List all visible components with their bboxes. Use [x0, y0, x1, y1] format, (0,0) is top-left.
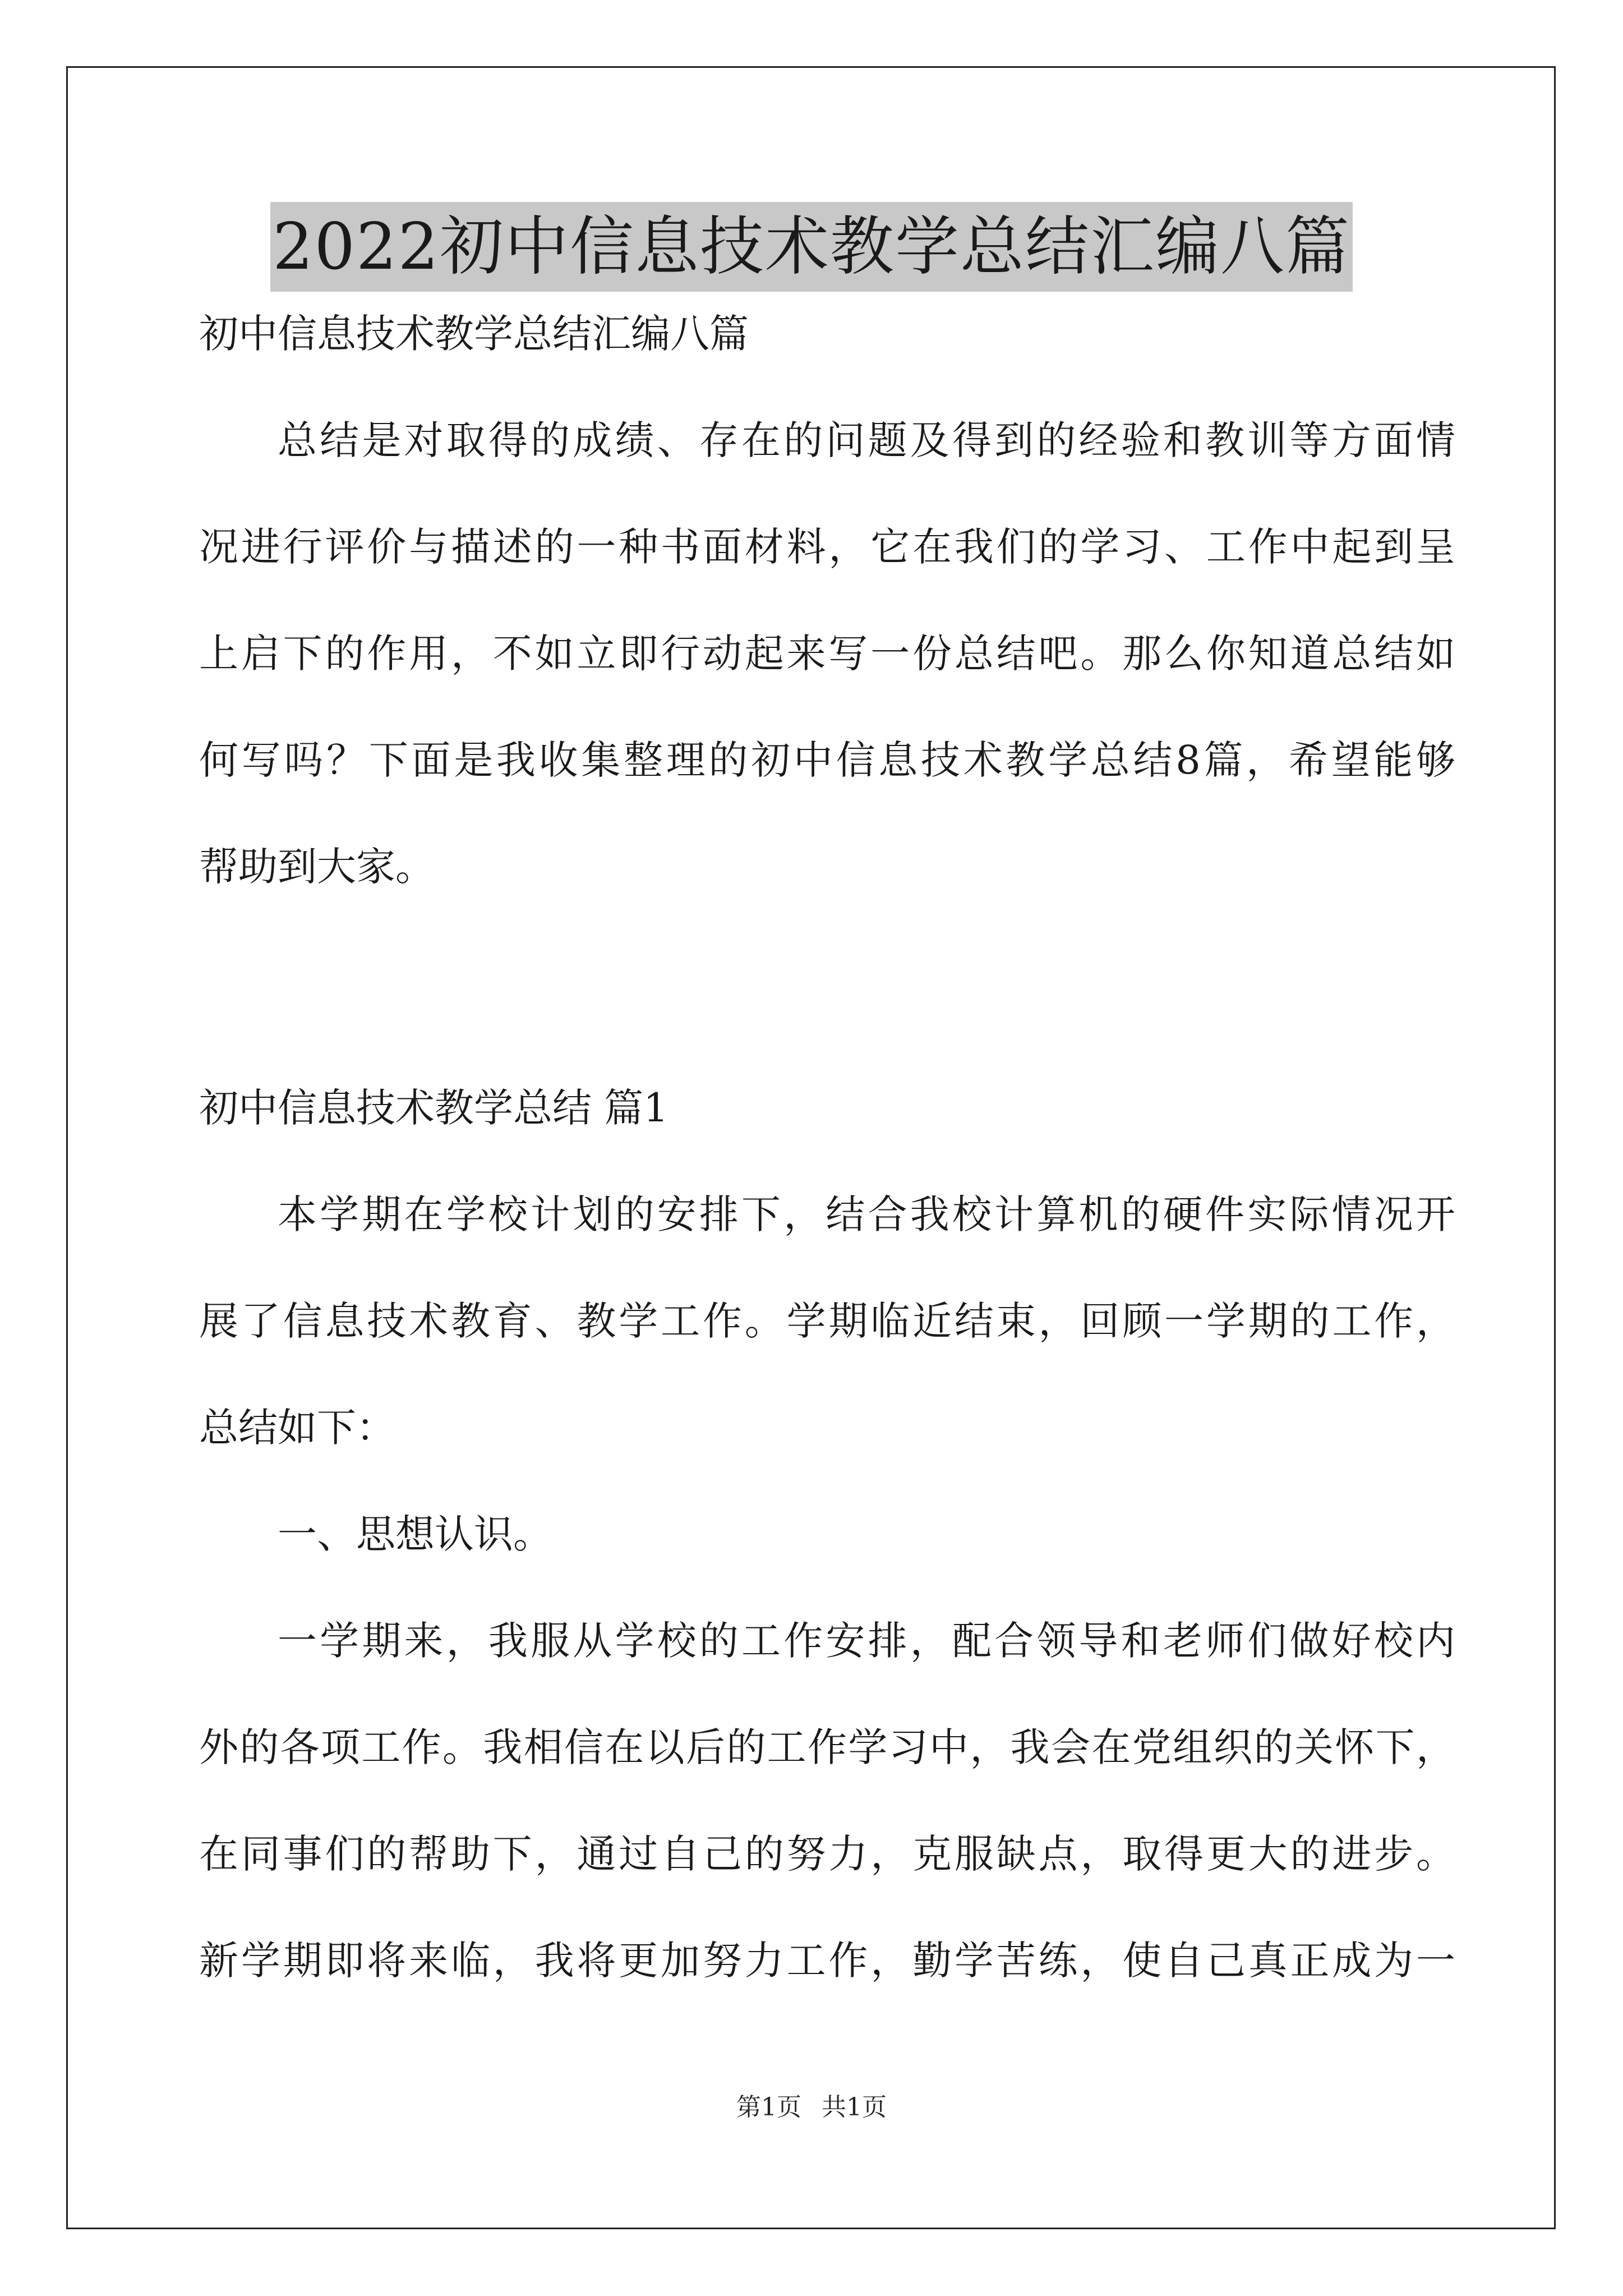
document-title	[0, 202, 1623, 292]
paragraph-line: 新学期即将来临，我将更加努力工作，勤学苦练，使自己真正成为一	[199, 1938, 1455, 1984]
intro-line: 上启下的作用，不如立即行动起来写一份总结吧。那么你知道总结如	[199, 631, 1455, 677]
intro-line: 何写吗？下面是我收集整理的初中信息技术教学总结8篇，希望能够	[199, 737, 1455, 783]
section-heading: 初中信息技术教学总结 篇1	[199, 1085, 668, 1131]
page-total: 共1页	[822, 2093, 887, 2122]
subheading: 一、思想认识。	[278, 1511, 552, 1557]
document-title-text: 2022初中信息技术教学总结汇编八篇	[270, 202, 1353, 292]
paragraph-line: 总结如下：	[199, 1405, 395, 1451]
paragraph-line: 本学期在学校计划的安排下，结合我校计算机的硬件实际情况开	[278, 1191, 1455, 1237]
page-border	[66, 66, 1556, 2229]
intro-line: 况进行评价与描述的一种书面材料，它在我们的学习、工作中起到呈	[199, 524, 1455, 570]
paragraph-line: 展了信息技术教育、教学工作。学期临近结束，回顾一学期的工作，	[199, 1298, 1455, 1344]
page-number: 第1页	[736, 2093, 801, 2122]
paragraph-line: 在同事们的帮助下，通过自己的努力，克服缺点，取得更大的进步。	[199, 1831, 1455, 1877]
subtitle: 初中信息技术教学总结汇编八篇	[199, 311, 749, 357]
intro-line: 总结是对取得的成绩、存在的问题及得到的经验和教训等方面情	[278, 417, 1455, 463]
page-footer	[0, 2087, 1623, 2123]
paragraph-line: 外的各项工作。我相信在以后的工作学习中，我会在党组织的关怀下，	[199, 1724, 1455, 1770]
intro-line: 帮助到大家。	[199, 844, 435, 890]
paragraph-line: 一学期来，我服从学校的工作安排，配合领导和老师们做好校内	[278, 1618, 1455, 1664]
